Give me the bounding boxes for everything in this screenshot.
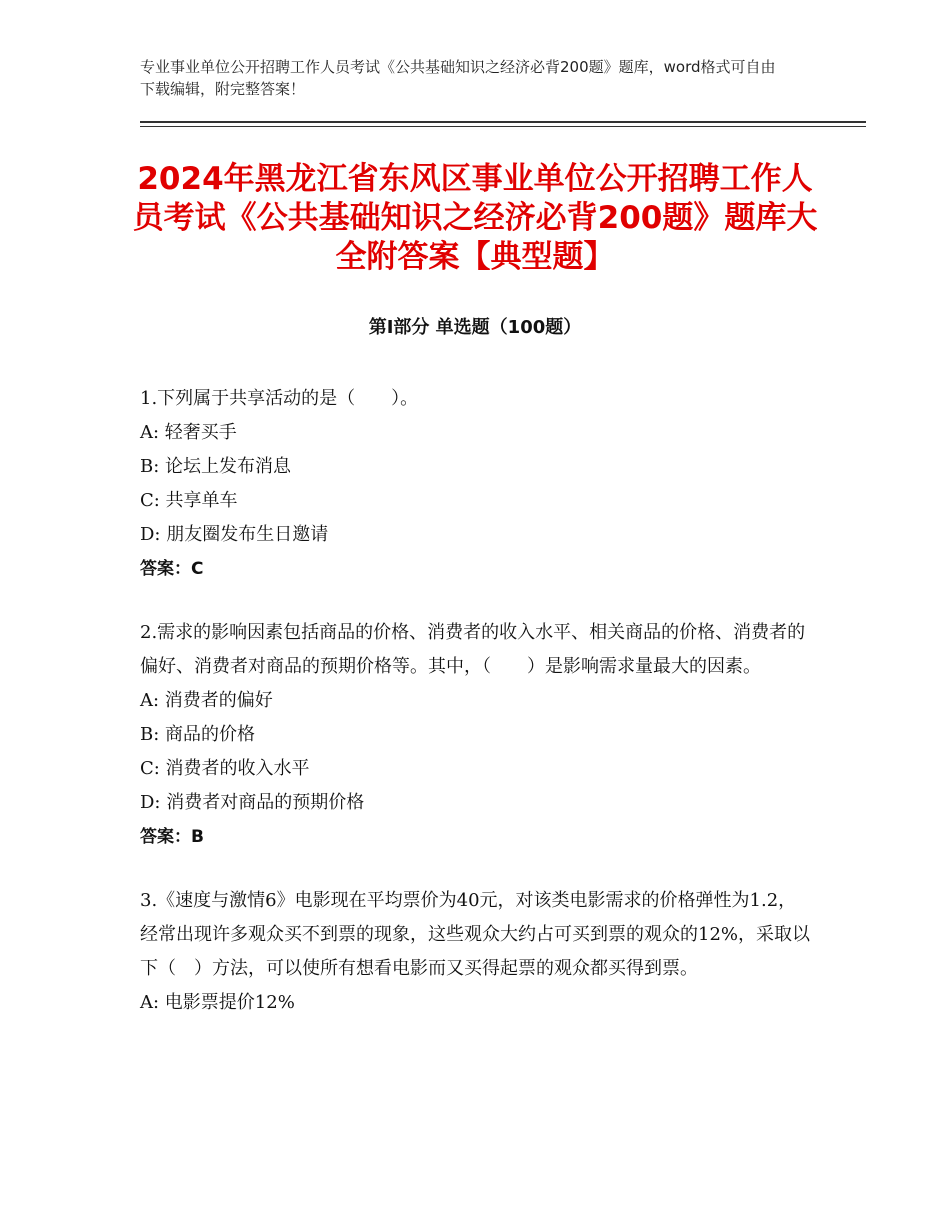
option-a: A: 消费者的偏好: [140, 690, 273, 711]
answer: 答案：C: [140, 559, 204, 579]
question-stem: 1.下列属于共享活动的是（ ）。: [140, 388, 419, 409]
question-stem: 3.《速度与激情6》电影现在平均票价为40元，对该类电影需求的价格弹性为1.2，经常出现许多观众买不到票的现象，这些观众大约占可买到票的观众的12%，采取以下（ ）方法，可以使所有想看电影而又买得起票的观众都买得到票。: [140, 890, 811, 979]
section-title: 第Ⅰ部分 单选题（100题）: [368, 317, 582, 338]
option-d: D: 朋友圈发布生日邀请: [140, 524, 329, 545]
question-list: [140, 382, 812, 1050]
question-1: [140, 382, 812, 586]
header-divider-thick: [140, 121, 866, 123]
header-note: 专业事业单位公开招聘工作人员考试《公共基础知识之经济必背200题》题库，word格式可自由下载编辑，附完整答案！: [140, 58, 776, 98]
question-stem: 2.需求的影响因素包括商品的价格、消费者的收入水平、相关商品的价格、消费者的偏好、消费者对商品的预期价格等。其中，（ ）是影响需求量最大的因素。: [140, 622, 806, 677]
answer: 答案：B: [140, 827, 204, 847]
document-title: 2024年黑龙江省东风区事业单位公开招聘工作人员考试《公共基础知识之经济必背200题》题库大全附答案【典型题】: [132, 161, 818, 275]
option-a: A: 轻奢买手: [140, 422, 237, 443]
option-d: D: 消费者对商品的预期价格: [140, 792, 365, 813]
question-2: [140, 616, 812, 854]
question-3: [140, 884, 812, 1020]
option-c: C: 共享单车: [140, 490, 238, 511]
option-c: C: 消费者的收入水平: [140, 758, 310, 779]
option-a: A: 电影票提价12%: [140, 992, 295, 1013]
option-b: B: 商品的价格: [140, 724, 256, 745]
option-b: B: 论坛上发布消息: [140, 456, 292, 477]
header-divider-thin: [140, 126, 866, 127]
